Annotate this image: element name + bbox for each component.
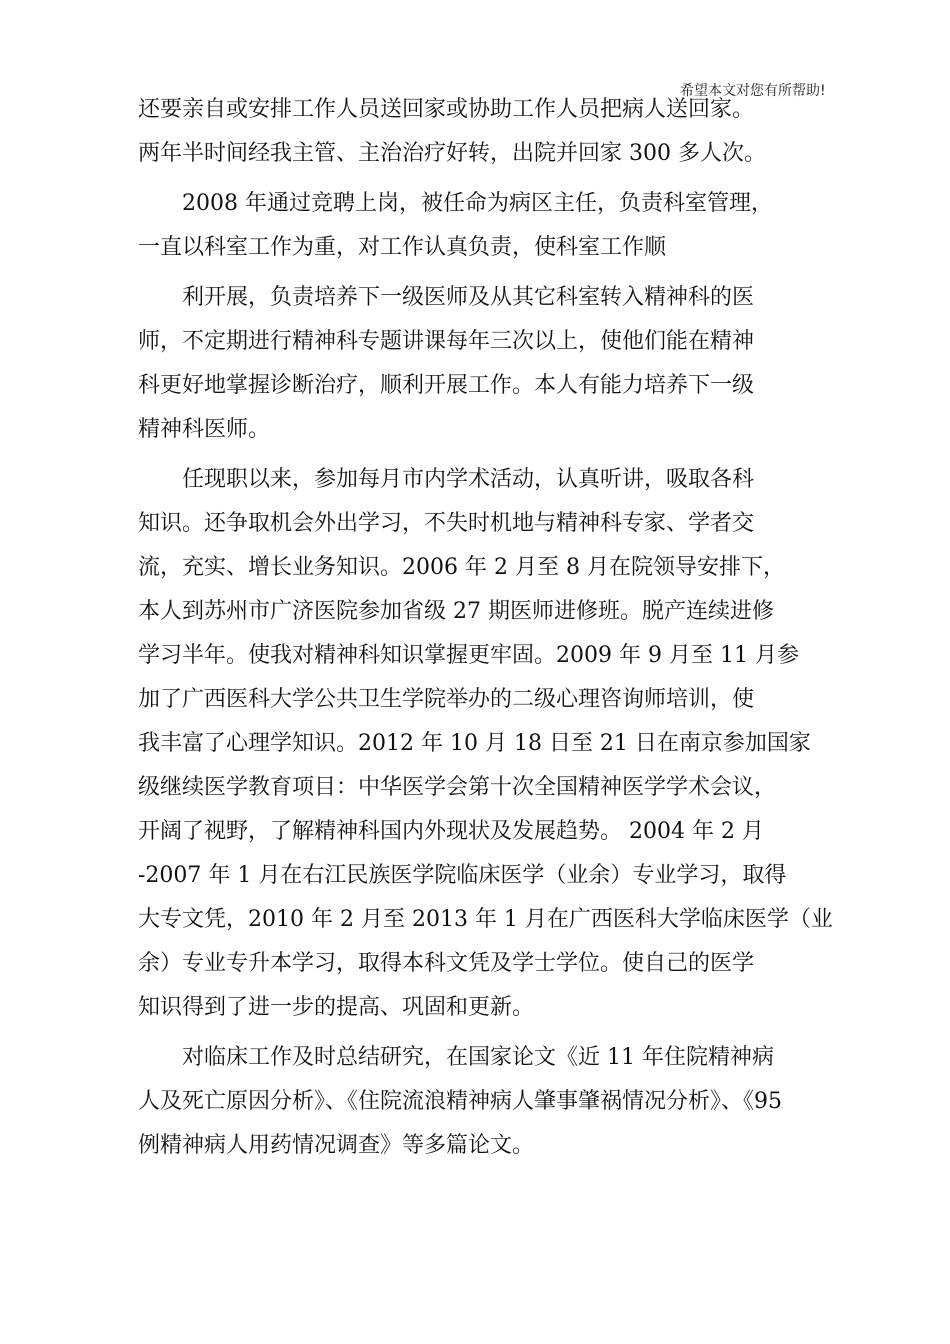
text-line: 两年半时间经我主管、主治治疗好转，出院并回家 300 多人次。 (138, 141, 766, 166)
text-line: 大专文凭，2010 年 2 月至 2013 年 1 月在广西医科大学临床医学（业 (138, 907, 833, 932)
text-line: 学习半年。使我对精神科知识掌握更牢固。2009 年 9 月至 11 月参 (138, 643, 799, 668)
text-line: -2007 年 1 月在右江民族医学院临床医学（业余）专业学习，取得 (138, 863, 787, 888)
text-line: 加了广西医科大学公共卫生学院举办的二级心理咨询师培训，使 (138, 687, 755, 712)
text-line: 知识得到了进一步的提高、巩固和更新。 (138, 995, 535, 1020)
text-line: 利开展，负责培养下一级医师及从其它科室转入精神科的医 (182, 285, 755, 310)
text-line: 余）专业专升本学习，取得本科文凭及学士学位。使自己的医学 (138, 951, 755, 976)
text-line: 任现职以来，参加每月市内学术活动，认真听讲，吸取各科 (182, 467, 755, 492)
text-line: 知识。还争取机会外出学习，不失时机地与精神科专家、学者交 (138, 511, 755, 536)
text-line: 级继续医学教育项目：中华医学会第十次全国精神医学学术会议， (138, 775, 777, 800)
text-line: 本人到苏州市广济医院参加省级 27 期医师进修班。脱产连续进修 (138, 599, 774, 624)
text-line: 例精神病人用药情况调查》等多篇论文。 (138, 1133, 535, 1158)
text-line: 师，不定期进行精神科专题讲课每年三次以上，使他们能在精神 (138, 329, 755, 354)
text-line: 一直以科室工作为重，对工作认真负责，使科室工作顺 (138, 235, 667, 260)
text-line: 科更好地掌握诊断治疗，顺利开展工作。本人有能力培养下一级 (138, 373, 755, 398)
text-line: 2008 年通过竞聘上岗，被任命为病区主任，负责科室管理， (182, 191, 773, 216)
document-body (138, 88, 833, 1168)
text-line: 我丰富了心理学知识。2012 年 10 月 18 日至 21 日在南京参加国家 (138, 731, 811, 756)
text-line: 流，充实、增长业务知识。2006 年 2 月至 8 月在院领导安排下， (138, 555, 785, 580)
text-line: 人及死亡原因分析》、《住院流浪精神病人肇事肇祸情况分析》、《95 (138, 1089, 782, 1114)
watermark-text: 希望本文对您有所帮助! (680, 83, 826, 99)
text-line: 精神科医师。 (138, 417, 271, 442)
text-line: 对临床工作及时总结研究，在国家论文《近 11 年住院精神病 (182, 1045, 774, 1070)
text-line: 还要亲自或安排工作人员送回家或协助工作人员把病人送回家。 (138, 97, 755, 122)
text-line: 开阔了视野，了解精神科国内外现状及发展趋势。 2004 年 2 月 (138, 819, 764, 844)
